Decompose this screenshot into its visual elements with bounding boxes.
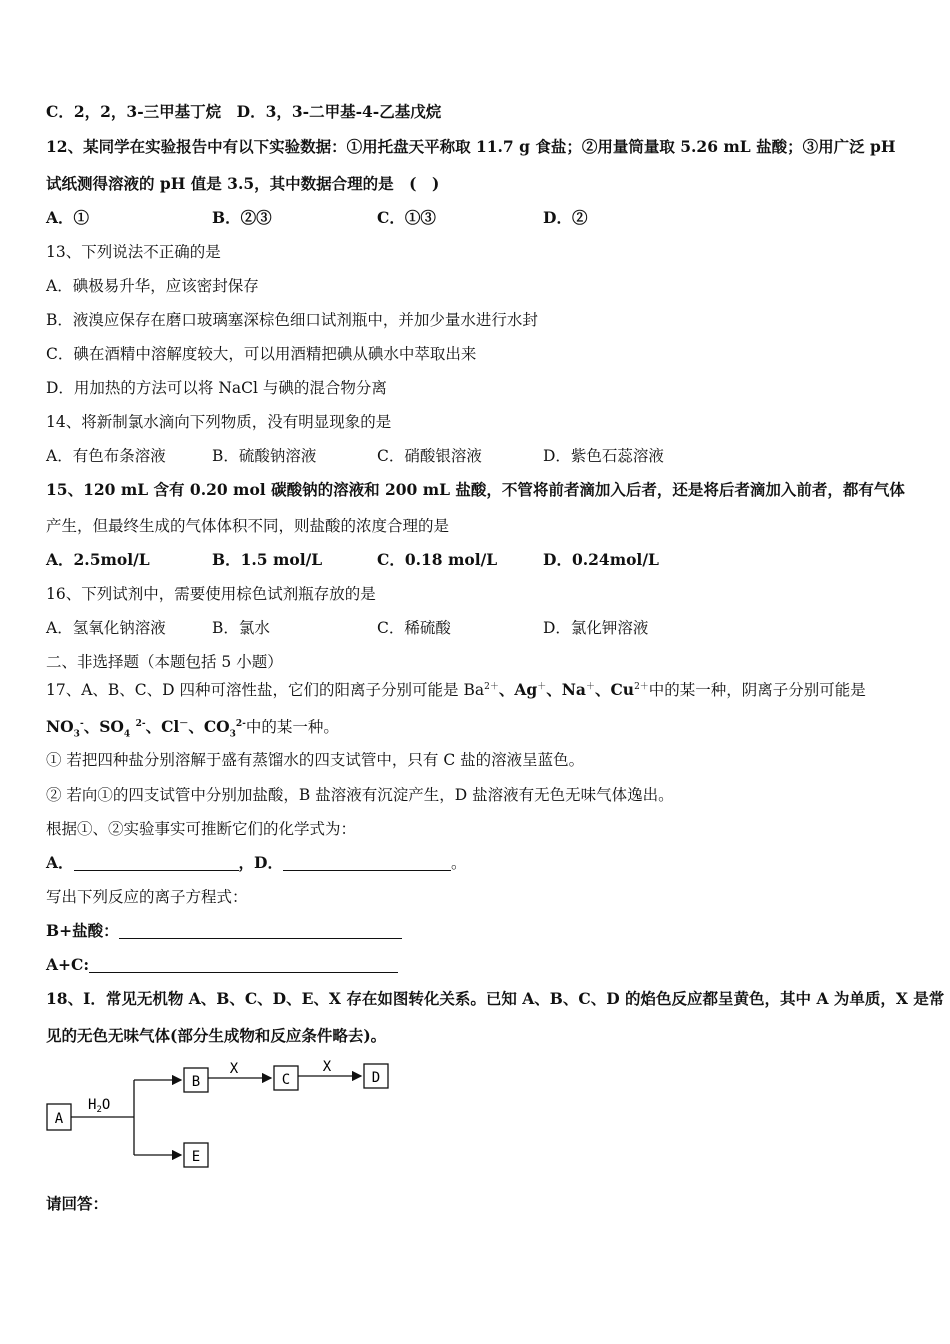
q17-sep-ag: 、Ag — [498, 680, 538, 700]
q17-sep-cu: 、Cu — [594, 680, 635, 700]
q13-stem: 13、下列说法不正确的是 — [46, 243, 221, 261]
q17-eq-a-c — [46, 955, 398, 975]
node-d-label: D — [371, 1070, 381, 1086]
ion-no3: NO — [46, 717, 74, 737]
answer-blank-b-hcl[interactable] — [119, 922, 402, 939]
ion-na-charge: ＋ — [585, 682, 595, 692]
reagent-x-label-1: X — [229, 1061, 239, 1077]
q17-label-ac: A+C: — [46, 955, 90, 974]
answer-blank-d[interactable] — [283, 854, 451, 871]
q17-label-a: A． — [46, 853, 74, 872]
q17-stem-line1 — [46, 677, 866, 700]
q13-option-d: D．用加热的方法可以将 NaCl 与碘的混合物分离 — [46, 379, 387, 397]
ion-cl: 、Cl — [145, 717, 180, 737]
q14-stem: 14、将新制氯水滴向下列物质，没有明显现象的是 — [46, 413, 392, 431]
q12-stem-line1 — [46, 137, 895, 157]
q18-answer-prompt: 请回答： — [46, 1194, 109, 1213]
ion-co3-charge: 2- — [235, 719, 246, 729]
q17-condition-1: ① 若把四种盐分别溶解于盛有蒸馏水的四支试管中，只有 C 盐的溶液呈蓝色。 — [46, 751, 585, 769]
q14-option-c: C．硝酸银溶液 — [377, 447, 482, 465]
q13-option-c: C．碘在酒精中溶解度较大，可以用酒精把碘从碘水中萃取出来 — [46, 345, 477, 363]
q12-option-c: C．①③ — [377, 208, 436, 227]
q18-stem-line2: 见的无色无味气体(部分生成物和反应条件略去)。 — [46, 1026, 387, 1045]
q17-label-d: ，D． — [238, 853, 283, 872]
q17-condition-2: ② 若向①的四支试管中分别加盐酸，B 盐溶液有沉淀产生，D 盐溶液有无色无味气体逸出。 — [46, 786, 674, 804]
q16-option-a: A．氢氧化钠溶液 — [46, 619, 166, 637]
h2o-o: O — [101, 1097, 111, 1113]
q17-answer-ad — [46, 853, 467, 873]
ion-so4-sub: 4 — [123, 729, 131, 740]
node-b-label: B — [191, 1074, 201, 1090]
q12-stem-line2: 试纸测得溶液的 pH 值是 3.5，其中数据合理的是 ( ) — [46, 174, 440, 193]
q17-stem-line2-post: 中的某一种。 — [245, 718, 339, 737]
q16-option-b: B．氯水 — [212, 619, 270, 637]
q13-option-a: A．碘极易升华，应该密封保存 — [46, 277, 259, 295]
reagent-h2o-label — [88, 1097, 110, 1115]
conversion-diagram — [44, 1058, 404, 1170]
ion-cl-charge: － — [179, 719, 189, 729]
q14-option-d: D．紫色石蕊溶液 — [543, 447, 664, 465]
answer-blank-a-c[interactable] — [89, 956, 398, 973]
q12-option-d: D．② — [543, 208, 588, 227]
q15-stem-line2: 产生，但最终生成的气体体积不同，则盐酸的浓度合理的是 — [46, 517, 450, 535]
q15-stem-line1: 15、120 mL 含有 0.20 mol 碳酸钠的溶液和 200 mL 盐酸，不管将前者滴加入后者，还是将后者滴加入前者，都有气体 — [46, 480, 905, 499]
reagent-x-label-2: X — [322, 1059, 332, 1075]
q17-stem-post: 中的某一种，阴离子分别可能是 — [648, 681, 866, 700]
q17-stem-line2 — [46, 714, 339, 744]
ion-so4: 、SO — [83, 717, 124, 737]
answer-blank-a[interactable] — [74, 854, 239, 871]
q17-infer: 根据①、②实验事实可推断它们的化学式为： — [46, 820, 357, 838]
q18-stem-line1: 18、I．常见无机物 A、B、C、D、E、X 存在如图转化关系。已知 A、B、C、D 的焰色反应都呈黄色，其中 A 为单质，X 是常 — [46, 989, 945, 1008]
q14-option-a: A．有色布条溶液 — [46, 447, 166, 465]
ion-co3: 、CO — [188, 717, 230, 737]
q15-option-a: A．2.5mol/L — [46, 550, 150, 569]
q16-option-d: D．氯化钾溶液 — [543, 619, 649, 637]
q15-option-b: B．1.5 mol/L — [212, 550, 323, 569]
q17-write-equations: 写出下列反应的离子方程式： — [46, 888, 248, 906]
ion-cu-charge: 2＋ — [634, 682, 649, 692]
q17-stem-pre: 17、A、B、C、D 四种可溶性盐，它们的阳离子分别可能是 Ba — [46, 681, 485, 700]
q17-eq-b-hcl — [46, 921, 402, 941]
q17-label-bhcl: B+盐酸： — [46, 921, 119, 940]
q15-option-d: D．0.24mol/L — [543, 550, 659, 569]
ion-ag-charge: ＋ — [537, 682, 547, 692]
h2o-sub2: 2 — [96, 1105, 102, 1115]
ion-co3-sub: 3 — [229, 729, 236, 740]
section2-title: 二、非选择题（本题包括 5 小题） — [46, 653, 283, 671]
q13-option-b: B．液溴应保存在磨口玻璃塞深棕色细口试剂瓶中，并加少量水进行水封 — [46, 311, 538, 329]
ion-no3-sub: 3 — [73, 729, 80, 740]
q17-blank-end: 。 — [450, 854, 467, 872]
ion-so4-charge: 2- — [135, 719, 146, 729]
q17-sep-na: 、Na — [546, 680, 586, 700]
h2o-h: H — [88, 1097, 97, 1113]
q12-option-a: A．① — [46, 208, 90, 227]
q16-stem: 16、下列试剂中，需要使用棕色试剂瓶存放的是 — [46, 585, 376, 603]
ion-no3-charge: - — [79, 719, 84, 729]
q12-option-b: B．②③ — [212, 208, 272, 227]
q14-option-b: B．硫酸钠溶液 — [212, 447, 317, 465]
q16-option-c: C．稀硫酸 — [377, 619, 451, 637]
q12-stem-text: 12、某同学在实验报告中有以下实验数据：①用托盘天平称取 11.7 g 食盐；②用量筒量取 5.26 mL 盐酸；③用广泛 pH — [46, 137, 896, 156]
q15-option-c: C．0.18 mol/L — [377, 550, 498, 569]
q11-option-line: C．2，2，3-三甲基丁烷 D．3，3-二甲基-4-乙基戊烷 — [46, 102, 442, 121]
node-a-label: A — [54, 1111, 64, 1127]
node-c-label: C — [281, 1072, 291, 1088]
ion-ba-charge: 2＋ — [484, 682, 499, 692]
node-e-label: E — [191, 1149, 201, 1165]
